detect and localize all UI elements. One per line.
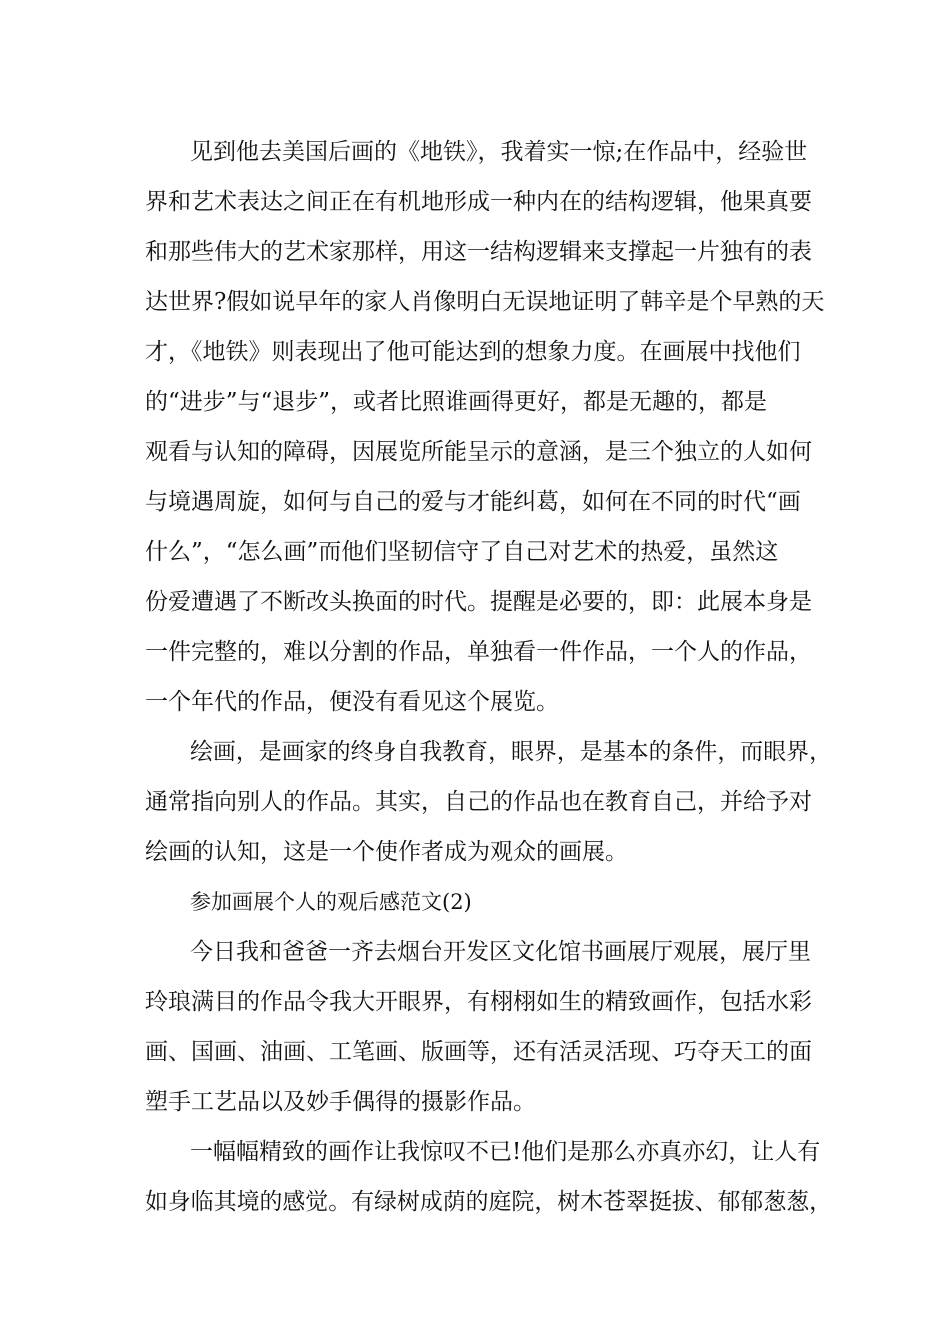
text-line [0, 532, 950, 572]
text-line [0, 1032, 950, 1072]
line-text: 一件完整的，难以分割的作品，单独看一件作品，一个人的作品， [145, 639, 812, 665]
text-line [0, 782, 950, 822]
text-line [0, 932, 950, 972]
text-line [0, 182, 950, 222]
text-line [0, 1132, 950, 1172]
line-text: 观看与认知的障碍，因展览所能呈示的意涵，是三个独立的人如何 [145, 439, 812, 465]
text-line [0, 1082, 950, 1122]
text-line [0, 1182, 950, 1222]
line-text: 塑手工艺品以及妙手偶得的摄影作品。 [145, 1089, 536, 1115]
line-text: 什么”，“怎么画”而他们坚韧信守了自己对艺术的热爱，虽然这 [145, 539, 779, 565]
section-heading [0, 882, 950, 922]
text-line [0, 232, 950, 272]
line-text: 一幅幅精致的画作让我惊叹不已!他们是那么亦真亦幻，让人有 [190, 1139, 821, 1165]
line-text: 画、国画、油画、工笔画、版画等，还有活灵活现、巧夺天工的面 [145, 1039, 812, 1065]
text-line [0, 432, 950, 472]
line-text: 与境遇周旋，如何与自己的爱与才能纠葛，如何在不同的时代“画 [145, 489, 801, 515]
text-line [0, 632, 950, 672]
text-line [0, 482, 950, 522]
line-text: 玲琅满目的作品令我大开眼界，有栩栩如生的精致画作，包括水彩 [145, 989, 812, 1015]
line-text: 的“进步”与“退步”，或者比照谁画得更好，都是无趣的，都是 [145, 389, 768, 415]
line-text: 今日我和爸爸一齐去烟台开发区文化馆书画展厅观展，展厅里 [190, 939, 811, 965]
line-text: 一个年代的作品，便没有看见这个展览。 [145, 689, 559, 715]
line-text: 绘画的认知，这是一个使作者成为观众的画展。 [145, 839, 628, 865]
text-line [0, 682, 950, 722]
text-line [0, 132, 950, 172]
text-line [0, 282, 950, 322]
line-text: 见到他去美国后画的《地铁》，我着实一惊;在作品中，经验世 [190, 139, 808, 165]
text-line [0, 582, 950, 622]
text-line [0, 382, 950, 422]
line-text: 份爱遭遇了不断改头换面的时代。提醒是必要的，即：此展本身是 [145, 589, 812, 615]
text-line [0, 332, 950, 372]
line-text: 绘画，是画家的终身自我教育，眼界，是基本的条件，而眼界， [190, 739, 833, 765]
line-text: 通常指向别人的作品。其实，自己的作品也在教育自己，并给予对 [145, 789, 812, 815]
line-text: 界和艺术表达之间正在有机地形成一种内在的结构逻辑，他果真要 [145, 189, 812, 215]
text-line [0, 982, 950, 1022]
line-text: 如身临其境的感觉。有绿树成荫的庭院，树木苍翠挺拔、郁郁葱葱， [145, 1189, 833, 1215]
line-text: 才，《地铁》则表现出了他可能达到的想象力度。在画展中找他们 [145, 339, 801, 365]
text-line [0, 732, 950, 772]
heading-text: 参加画展个人的观后感范文(2) [190, 890, 472, 914]
text-line [0, 832, 950, 872]
line-text: 和那些伟大的艺术家那样，用这一结构逻辑来支撑起一片独有的表 [145, 239, 812, 265]
line-text: 达世界?假如说早年的家人肖像明白无误地证明了韩辛是个早熟的天 [145, 289, 825, 315]
